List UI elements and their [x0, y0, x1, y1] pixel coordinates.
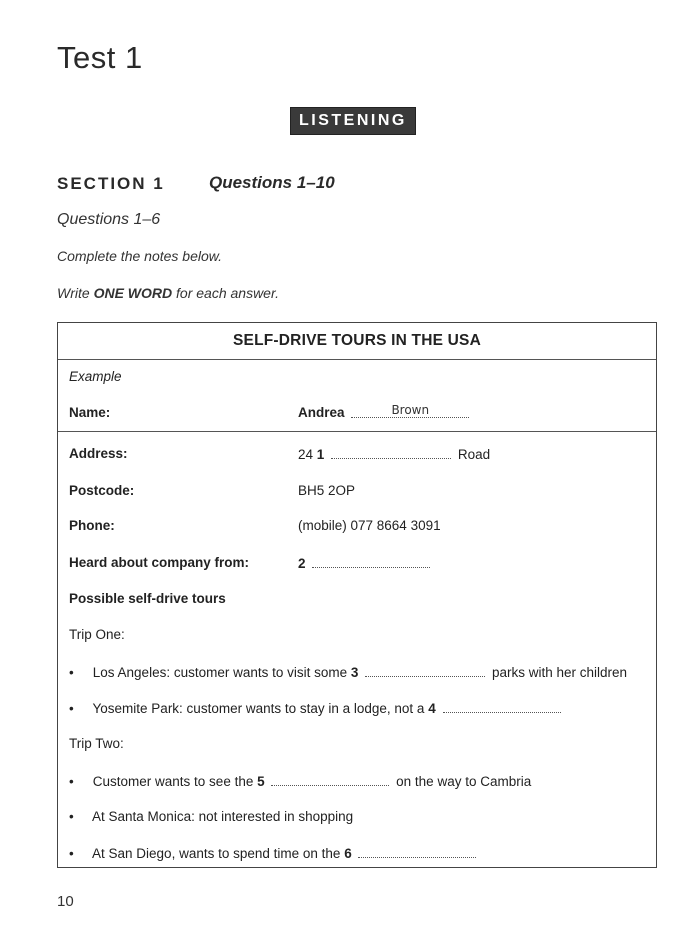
notes-box [57, 322, 657, 868]
tours-label: Possible self-drive tours [69, 591, 226, 606]
item-text: At Santa Monica: not interested in shopping [92, 809, 354, 824]
section-questions: Questions 1–10 [209, 173, 335, 192]
instruction-word-limit [57, 285, 279, 301]
question-1-number: 1 [316, 447, 325, 462]
item-text-after: parks with her children [491, 665, 628, 680]
address-label: Address: [69, 446, 128, 461]
notes-title: SELF-DRIVE TOURS IN THE USA [58, 323, 656, 360]
question-2-number: 2 [298, 556, 306, 571]
question-5-number: 5 [257, 774, 265, 789]
item-text: Customer wants to see the [92, 774, 254, 789]
name-answer: Brown [391, 403, 430, 417]
bullet: • [69, 665, 74, 680]
address-suffix: Road [457, 447, 491, 462]
test-title: Test 1 [57, 40, 143, 75]
name-label: Name: [69, 405, 111, 420]
instruction-complete: Complete the notes below. [57, 248, 222, 264]
item-text: Los Angeles: customer wants to visit some [92, 665, 348, 680]
answer-blank-2[interactable] [312, 555, 430, 568]
questions-range: Questions 1–6 [57, 211, 161, 228]
item-text: Yosemite Park: customer wants to stay in a lodge, not a [92, 701, 425, 716]
bullet: • [69, 809, 74, 824]
address-row [298, 446, 490, 462]
answer-blank-6[interactable] [358, 845, 476, 858]
bullet: • [69, 846, 74, 861]
section-heading: SECTION 1 [57, 174, 165, 193]
heard-label: Heard about company from: [69, 555, 250, 570]
item-text: At San Diego, wants to spend time on the [92, 846, 341, 861]
name-answer-line [351, 405, 469, 418]
example-label: Example [69, 369, 122, 384]
example-divider [58, 431, 656, 432]
postcode-value: BH5 2OP [298, 483, 356, 498]
instruction-emphasis: ONE WORD [93, 285, 173, 301]
answer-blank-1[interactable] [331, 446, 451, 459]
bullet: • [69, 701, 74, 716]
question-3-number: 3 [350, 665, 359, 680]
item-text-after: on the way to Cambria [396, 774, 532, 789]
answer-blank-4[interactable] [443, 700, 561, 713]
trip-one-label: Trip One: [69, 627, 125, 642]
phone-label: Phone: [69, 518, 115, 533]
bullet: • [69, 774, 74, 789]
question-6-number: 6 [344, 846, 352, 861]
postcode-label: Postcode: [69, 483, 135, 498]
trip-one-item [69, 664, 627, 680]
question-4-number: 4 [428, 701, 436, 716]
trip-two-label: Trip Two: [69, 736, 124, 751]
listening-badge: LISTENING [290, 107, 416, 135]
answer-blank-5[interactable] [271, 773, 389, 786]
phone-value: (mobile) 077 8664 3091 [298, 518, 441, 533]
name-value: Andrea [298, 405, 345, 420]
page-number: 10 [57, 893, 74, 910]
instruction-post: for each answer. [172, 285, 279, 301]
name-row [298, 405, 472, 420]
trip-two-item [69, 845, 479, 861]
trip-two-item [69, 773, 531, 789]
trip-one-item [69, 700, 564, 716]
answer-blank-3[interactable] [365, 664, 485, 677]
heard-row [298, 555, 433, 571]
address-prefix: 24 [298, 447, 314, 462]
trip-two-item [69, 809, 353, 824]
instruction-pre: Write [57, 285, 94, 301]
